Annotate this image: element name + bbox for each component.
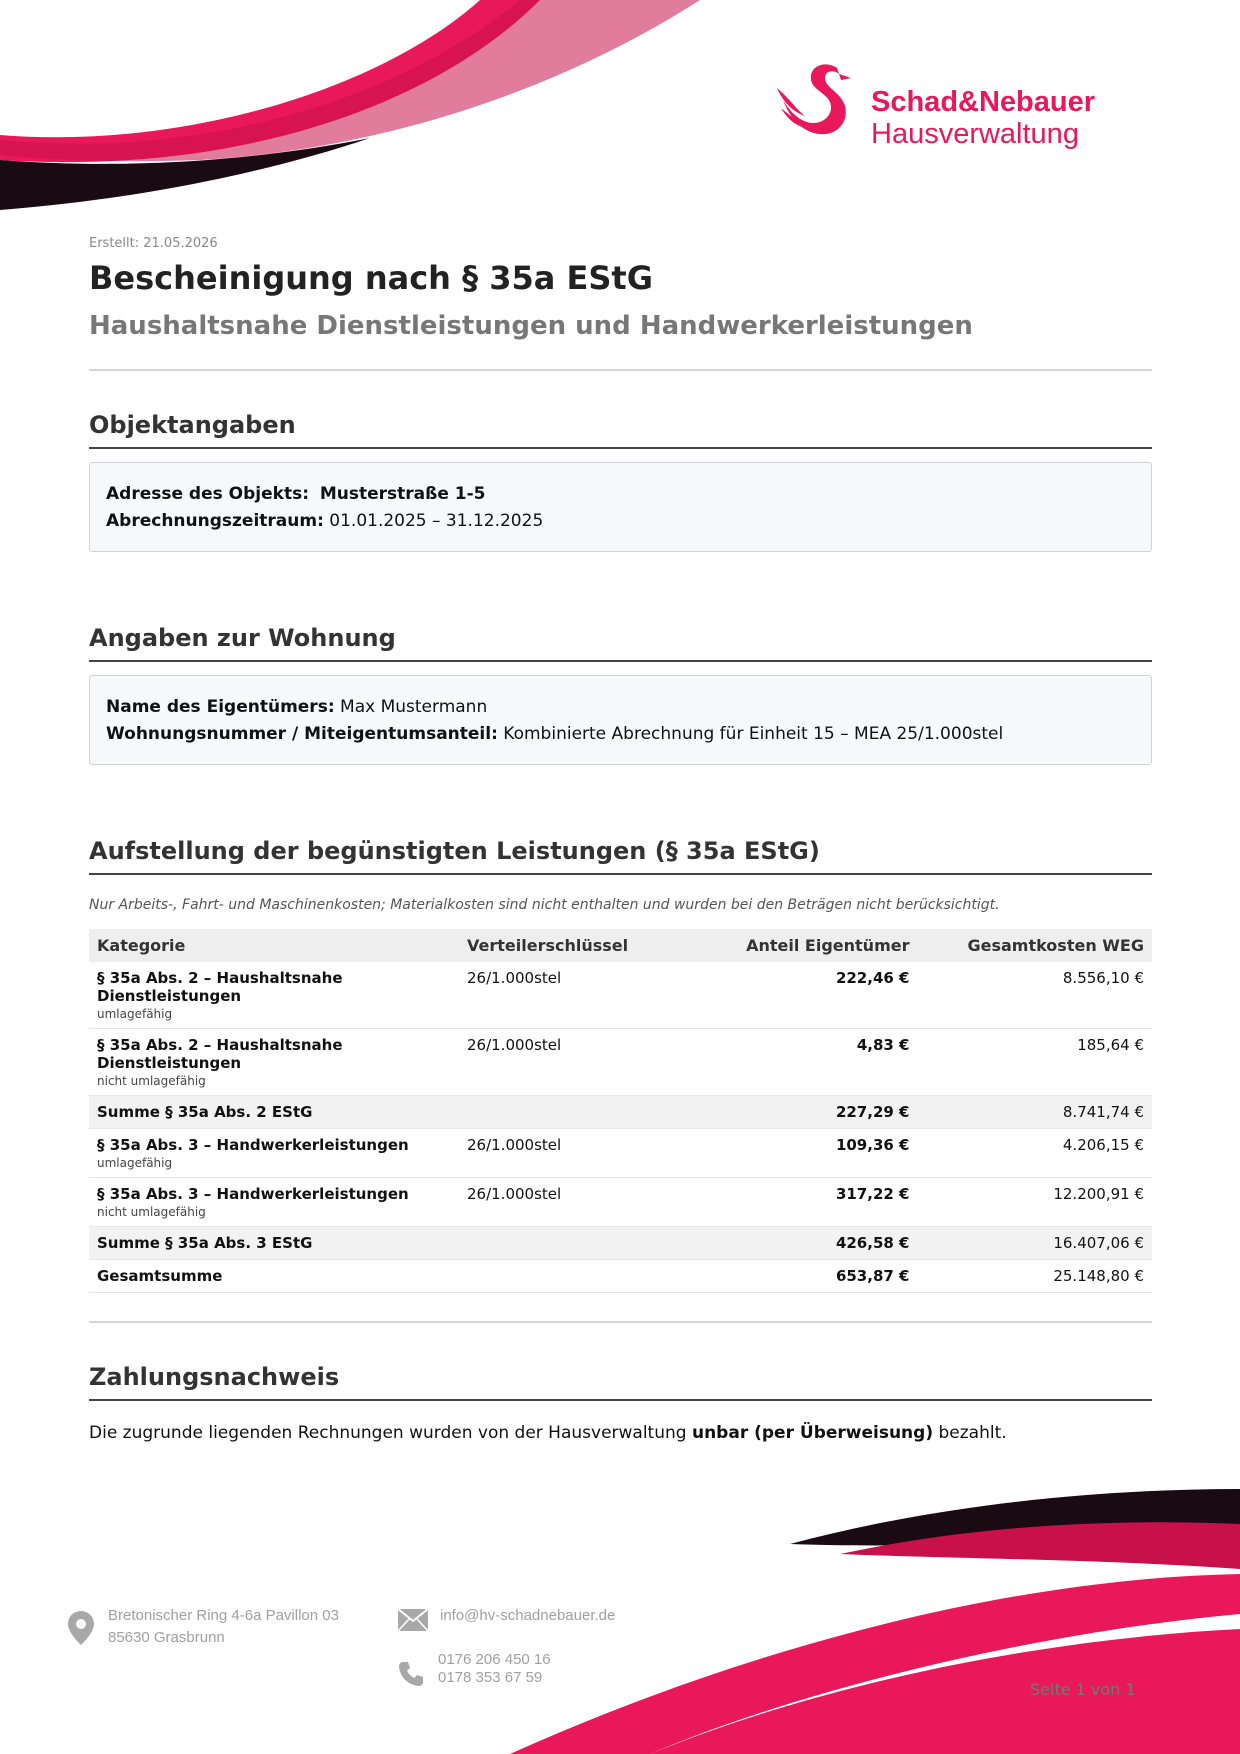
footer-email[interactable]: info@hv-schadnebauer.de (440, 1607, 616, 1624)
kategorie-tag: umlagefähig (97, 1156, 173, 1170)
col-header-gesamt: Gesamtkosten WEG (917, 929, 1152, 962)
cell-gesamt: 25.148,80 € (917, 1260, 1152, 1293)
kategorie-name: § 35a Abs. 3 – Handwerkerleistungen (97, 1136, 409, 1154)
cell-anteil: 4,83 € (699, 1029, 917, 1096)
address-city: 85630 Grasbrunn (108, 1629, 225, 1646)
payment-text (89, 1423, 1152, 1443)
document-title: Bescheinigung nach § 35a EStG (89, 259, 653, 297)
payment-method: unbar (per Überweisung) (691, 1423, 934, 1443)
section-objekt (89, 411, 1152, 552)
payment-text-after: bezahlt. (933, 1423, 1007, 1443)
phone-number[interactable]: 0178 353 67 59 (438, 1669, 543, 1686)
cell-kategorie (89, 1029, 459, 1096)
phone-icon (398, 1661, 424, 1687)
table-row (89, 1129, 1152, 1178)
address-street: Bretonischer Ring 4-6a Pavillon 03 (108, 1607, 339, 1624)
cell-schluessel: 26/1.000stel (459, 1029, 699, 1096)
objekt-period-line (106, 508, 1135, 535)
location-pin-icon (68, 1611, 94, 1645)
owner-line (106, 694, 1135, 721)
created-date: Erstellt: 21.05.2026 (89, 236, 218, 251)
leistungen-table (89, 929, 1152, 1293)
header-swoosh (0, 0, 700, 220)
cell-kategorie (89, 1129, 459, 1178)
cell-anteil: 222,46 € (699, 962, 917, 1029)
cell-gesamt: 185,64 € (917, 1029, 1152, 1096)
section-title-zahlung: Zahlungsnachweis (89, 1363, 1152, 1401)
col-header-kategorie: Kategorie (89, 929, 459, 962)
period-value: 01.01.2025 – 31.12.2025 (329, 511, 544, 531)
unit-value: Kombinierte Abrechnung für Einheit 15 – MEA 25/1.000stel (503, 724, 1004, 744)
kategorie-name: § 35a Abs. 3 – Handwerkerleistungen (97, 1185, 409, 1203)
cell-gesamt: 16.407,06 € (917, 1227, 1152, 1260)
section-title-leistungen: Aufstellung der begünstigten Leistungen (§ 35a EStG) (89, 837, 1152, 875)
wohnung-info-box (89, 675, 1152, 765)
table-row (89, 1029, 1152, 1096)
company-logo (775, 58, 1115, 158)
logo-company-type: Hausverwaltung (871, 118, 1079, 150)
payment-text-before: Die zugrunde liegenden Rechnungen wurden von der Hausverwaltung (89, 1423, 692, 1443)
footer-address (108, 1605, 339, 1649)
section-title-objekt: Objektangaben (89, 411, 1152, 449)
cell-schluessel: 26/1.000stel (459, 1178, 699, 1227)
cell-total-label: Gesamtsumme (89, 1260, 699, 1293)
cell-gesamt: 8.741,74 € (917, 1096, 1152, 1129)
section-title-wohnung: Angaben zur Wohnung (89, 624, 1152, 662)
section-leistungen (89, 837, 1152, 1323)
table-row (89, 1178, 1152, 1227)
cell-kategorie (89, 962, 459, 1029)
kategorie-tag: nicht umlagefähig (97, 1074, 206, 1088)
table-header-row (89, 929, 1152, 962)
table-divider (89, 1321, 1152, 1323)
address-label: Adresse des Objekts: (106, 484, 309, 504)
kategorie-name: § 35a Abs. 2 – Haushaltsnahe Dienstleistungen (97, 969, 343, 1005)
kategorie-tag: nicht umlagefähig (97, 1205, 206, 1219)
page-number: Seite 1 von 1 (1030, 1680, 1136, 1699)
cell-anteil: 109,36 € (699, 1129, 917, 1178)
footer-phones (438, 1651, 551, 1687)
envelope-icon (398, 1609, 428, 1631)
objekt-address-line (106, 481, 1135, 508)
cell-anteil: 653,87 € (699, 1260, 917, 1293)
cell-gesamt: 8.556,10 € (917, 962, 1152, 1029)
col-header-schluessel: Verteilerschlüssel (459, 929, 699, 962)
cell-schluessel: 26/1.000stel (459, 962, 699, 1029)
objekt-info-box (89, 462, 1152, 552)
document-body (89, 236, 1152, 1443)
period-label: Abrechnungszeitraum: (106, 511, 324, 531)
cell-summe-label: Summe § 35a Abs. 2 EStG (89, 1096, 699, 1129)
cell-anteil: 227,29 € (699, 1096, 917, 1129)
kategorie-name: § 35a Abs. 2 – Haushaltsnahe Dienstleistungen (97, 1036, 343, 1072)
total-row (89, 1260, 1152, 1293)
cell-anteil: 317,22 € (699, 1178, 917, 1227)
subtotal-row (89, 1096, 1152, 1129)
table-row (89, 962, 1152, 1029)
col-header-anteil: Anteil Eigentümer (699, 929, 917, 962)
leistungen-note: Nur Arbeits-, Fahrt- und Maschinenkosten; Materialkosten sind nicht enthalten und wurden bei den Beträgen nicht berücksichtigt. (89, 897, 1000, 913)
logo-company-name: Schad&Nebauer (871, 86, 1096, 118)
section-zahlung (89, 1363, 1152, 1443)
phone-number[interactable]: 0176 206 450 16 (438, 1651, 551, 1668)
cell-anteil: 426,58 € (699, 1227, 917, 1260)
kategorie-tag: umlagefähig (97, 1007, 173, 1021)
unit-label: Wohnungsnummer / Miteigentumsanteil: (106, 724, 498, 744)
cell-gesamt: 4.206,15 € (917, 1129, 1152, 1178)
unit-line (106, 721, 1135, 748)
title-divider (89, 369, 1152, 371)
footer-contact (68, 1605, 788, 1725)
address-value: Musterstraße 1-5 (319, 484, 486, 504)
cell-summe-label: Summe § 35a Abs. 3 EStG (89, 1227, 699, 1260)
subtotal-row (89, 1227, 1152, 1260)
owner-label: Name des Eigentümers: (106, 697, 335, 717)
document-subtitle: Haushaltsnahe Dienstleistungen und Handwerkerleistungen (89, 311, 973, 341)
cell-schluessel: 26/1.000stel (459, 1129, 699, 1178)
owner-value: Max Mustermann (340, 697, 488, 717)
swan-logo-icon (775, 58, 870, 153)
cell-gesamt: 12.200,91 € (917, 1178, 1152, 1227)
cell-kategorie (89, 1178, 459, 1227)
section-wohnung (89, 624, 1152, 765)
